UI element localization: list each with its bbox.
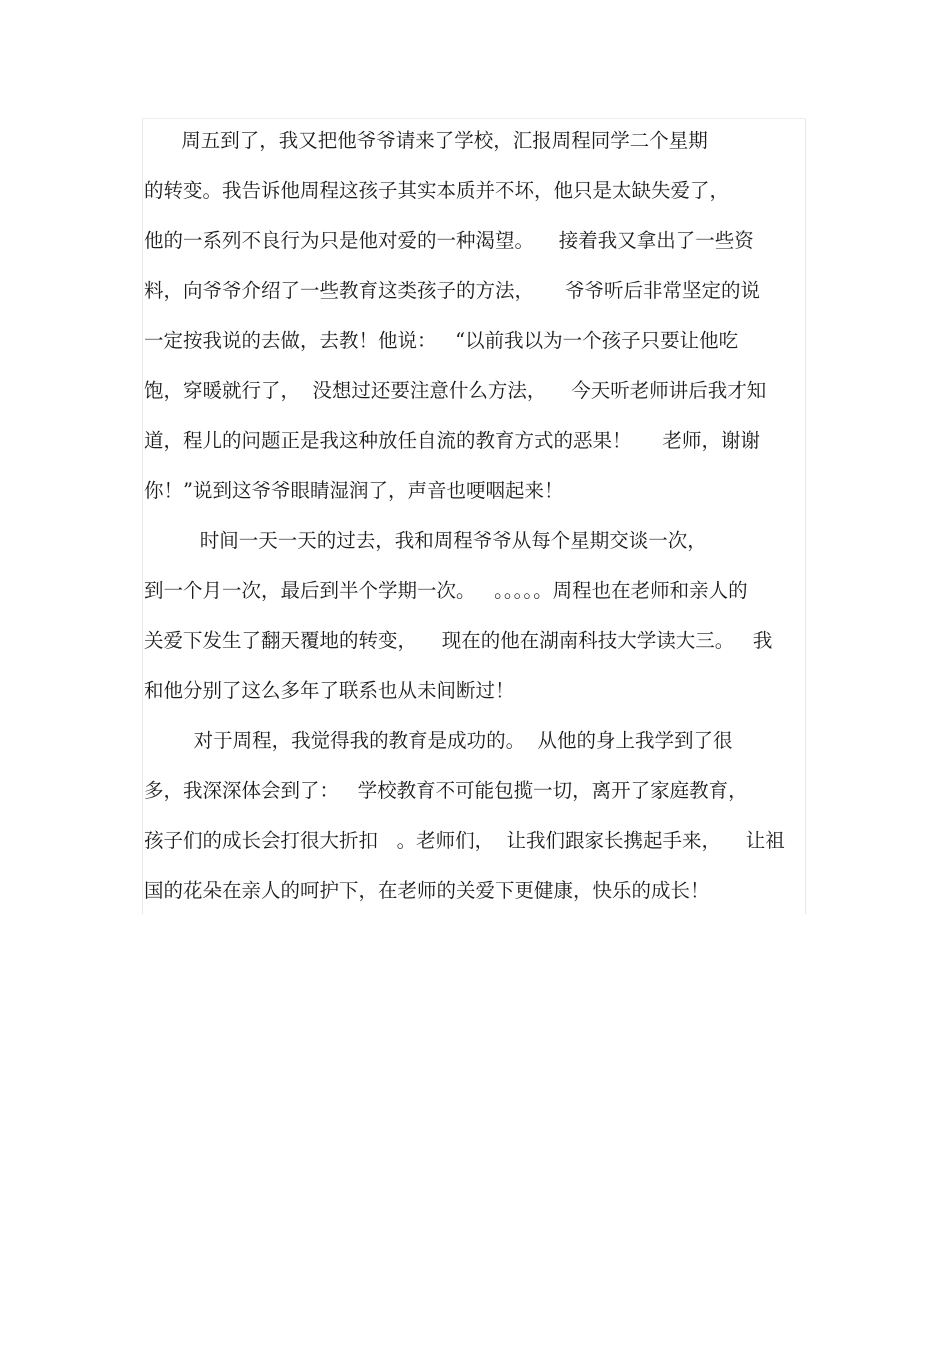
text-line-2: 的转变。我告诉他周程这孩子其实本质并不坏，他只是太缺失爱了， [144, 179, 730, 202]
text-line-12: 和他分别了这么多年了联系也从未间断过！ [144, 679, 515, 702]
text-line-6: 饱，穿暖就行了， 没想过还要注意什么方法， 今天听老师讲后我才知 [144, 379, 767, 402]
text-line-3: 他的一系列不良行为只是他对爱的一种渴望。 接着我又拿出了一些资 [144, 229, 754, 252]
text-line-11: 关爱下发生了翻天覆地的转变， 现在的他在湖南科技大学读大三。 我 [144, 629, 773, 652]
text-line-1: 周五到了，我又把他爷爷请来了学校，汇报周程同学二个星期 [144, 129, 708, 152]
text-line-14: 多，我深深体会到了： 学校教育不可能包揽一切，离开了家庭教育， [144, 779, 748, 802]
text-line-10: 到一个月一次，最后到半个学期一次。 。。。。。周程也在老师和亲人的 [144, 579, 748, 602]
text-line-5: 一定按我说的去做，去教！他说： “以前我以为一个孩子只要让他吃 [144, 329, 739, 352]
text-line-9: 时间一天一天的过去，我和周程爷爷从每个星期交谈一次， [144, 529, 707, 552]
text-line-15: 孩子们的成长会打很大折扣 。老师们， 让我们跟家长携起手来， 让祖 [144, 829, 785, 852]
text-line-13: 对于周程，我觉得我的教育是成功的。 从他的身上我学到了很 [144, 729, 733, 752]
text-line-4: 料，向爷爷介绍了一些教育这类孩子的方法， 爷爷听后非常坚定的说 [144, 279, 760, 302]
text-line-7: 道，程儿的问题正是我这种放任自流的教育方式的恶果！ 老师，谢谢 [144, 429, 760, 452]
text-line-8: 你！”说到这爷爷眼睛湿润了，声音也哽咽起来！ [144, 479, 564, 502]
text-line-16: 国的花朵在亲人的呵护下，在老师的关爱下更健康，快乐的成长！ [144, 879, 710, 902]
